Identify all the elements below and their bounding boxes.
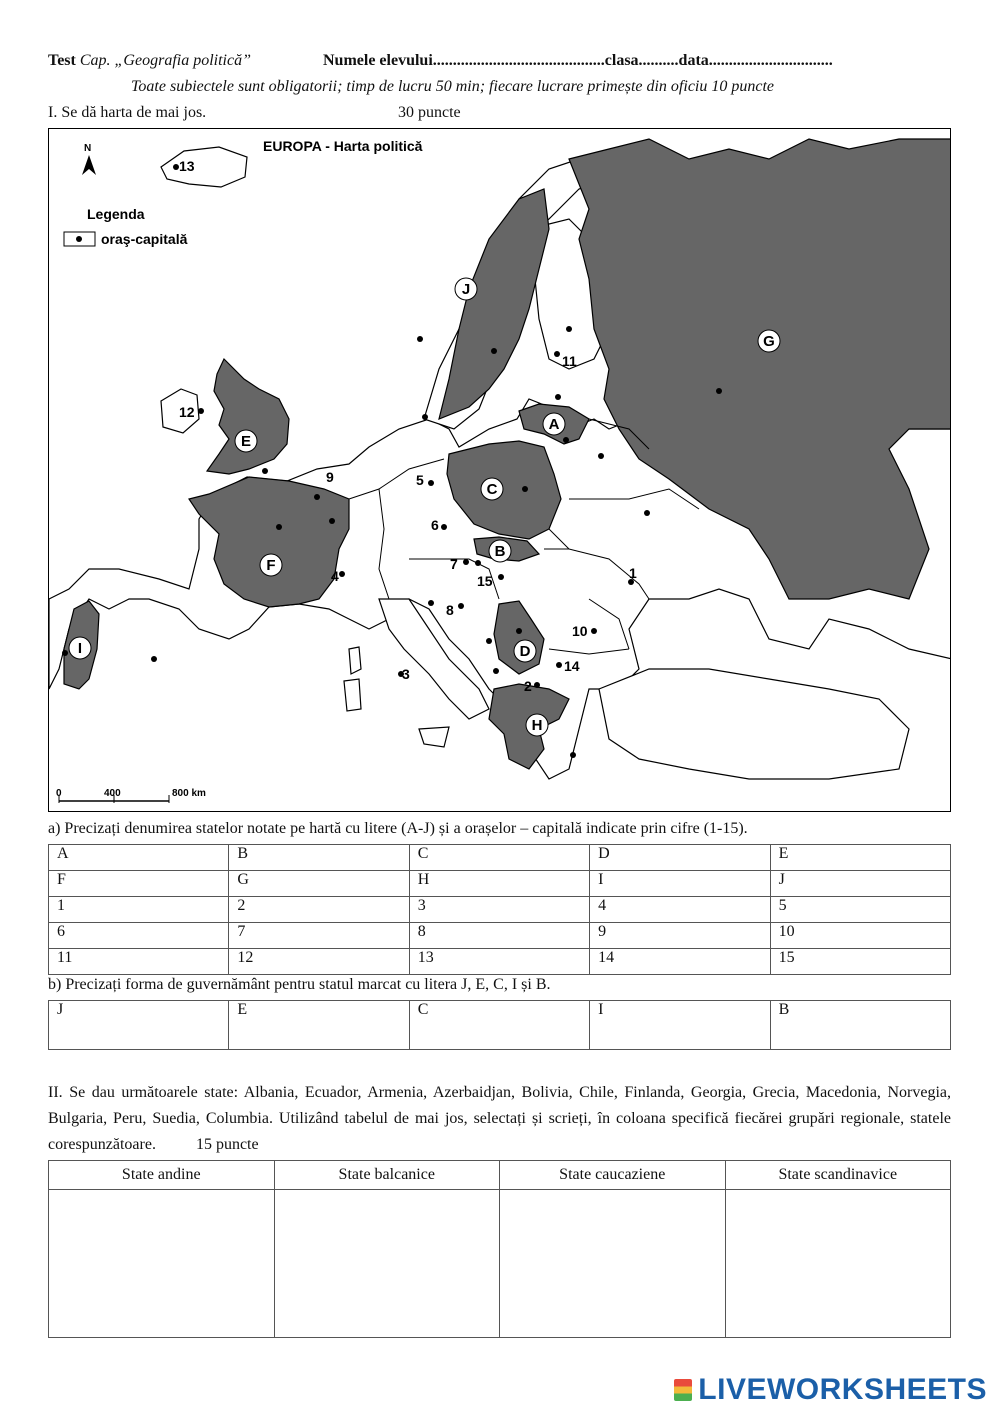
col-andine: State andine xyxy=(49,1161,275,1190)
student-fields: Numele elevului...........................................clasa..........data............................... xyxy=(323,52,833,69)
answer-cell[interactable]: D xyxy=(590,845,770,871)
north-arrow-icon xyxy=(82,143,96,175)
brand-icon xyxy=(674,1379,692,1401)
answer-cell[interactable]: G xyxy=(229,871,409,897)
sardinia-shape xyxy=(344,679,361,711)
regional-groups-table xyxy=(48,1160,951,1338)
answer-cell[interactable]: 7 xyxy=(229,923,409,949)
answer-andine[interactable] xyxy=(49,1190,275,1338)
num-2: 2 xyxy=(524,678,532,694)
answer-cell-j[interactable]: J xyxy=(49,1001,229,1050)
answer-cell-b[interactable]: B xyxy=(770,1001,950,1050)
num-6: 6 xyxy=(431,517,439,533)
answer-cell[interactable]: 5 xyxy=(770,897,950,923)
answer-cell[interactable]: I xyxy=(590,871,770,897)
legend-dot-icon xyxy=(76,236,82,242)
table-row xyxy=(49,897,951,923)
col-caucaziene: State caucaziene xyxy=(500,1161,726,1190)
test-label: Test xyxy=(48,52,76,69)
num-7: 7 xyxy=(450,556,458,572)
section1-points: 30 puncte xyxy=(398,104,461,121)
num-1: 1 xyxy=(629,565,637,581)
num-10: 10 xyxy=(572,623,588,639)
answer-balcanice[interactable] xyxy=(274,1190,500,1338)
answer-cell[interactable]: 6 xyxy=(49,923,229,949)
num-5: 5 xyxy=(416,472,424,488)
brand-text: LIVEWORKSHEETS xyxy=(698,1373,987,1406)
answer-caucaziene[interactable] xyxy=(500,1190,726,1338)
label-f xyxy=(260,554,282,576)
svg-text:E: E xyxy=(240,433,252,450)
answer-cell[interactable]: J xyxy=(770,871,950,897)
num-12: 12 xyxy=(179,404,195,420)
answer-cell[interactable]: E xyxy=(770,845,950,871)
label-a xyxy=(543,413,565,435)
question-a: a) Precizați denumirea statelor notate pe hartă cu litere (A-J) și a orașelor – capitală indicate prin cifre (1-15). xyxy=(48,820,748,837)
num-14: 14 xyxy=(564,658,580,674)
section2-points: 15 puncte xyxy=(195,1136,259,1153)
section1-title: I. Se dă harta de mai jos. xyxy=(48,104,207,121)
liveworksheets-logo xyxy=(674,1373,987,1407)
svg-text:G: G xyxy=(763,333,775,350)
answer-cell[interactable]: B xyxy=(229,845,409,871)
col-scandinavice: State scandinavice xyxy=(725,1161,951,1190)
label-i xyxy=(69,637,91,659)
label-e xyxy=(235,430,257,452)
answer-cell-e[interactable]: E xyxy=(229,1001,409,1050)
answer-cell[interactable]: 11 xyxy=(49,949,229,975)
scale-bar xyxy=(56,788,206,803)
table-row xyxy=(49,871,951,897)
table-row xyxy=(49,845,951,871)
country-e-shape xyxy=(207,359,289,474)
answer-cell-c[interactable]: C xyxy=(409,1001,589,1050)
legend-item: oraş-capitală xyxy=(101,231,188,247)
answer-cell[interactable]: 15 xyxy=(770,949,950,975)
svg-text:N: N xyxy=(84,143,92,154)
svg-text:F: F xyxy=(266,557,276,574)
map-title: EUROPA - Harta politică xyxy=(263,138,423,154)
table-row xyxy=(49,1001,951,1050)
svg-text:H: H xyxy=(531,717,543,734)
svg-text:C: C xyxy=(486,481,498,498)
col-balcanice: State balcanice xyxy=(274,1161,500,1190)
test-header xyxy=(48,52,251,70)
country-j-shape xyxy=(439,189,549,419)
answer-cell[interactable]: 3 xyxy=(409,897,589,923)
answer-cell[interactable]: 10 xyxy=(770,923,950,949)
num-4: 4 xyxy=(331,568,339,584)
answer-cell[interactable]: 13 xyxy=(409,949,589,975)
answer-cell[interactable]: H xyxy=(409,871,589,897)
answer-cell[interactable]: 14 xyxy=(590,949,770,975)
answer-cell[interactable]: F xyxy=(49,871,229,897)
num-11: 11 xyxy=(562,353,577,369)
instructions: Toate subiectele sunt obligatorii; timp de lucru 50 min; fiecare lucrare primește din oficiu 10 puncte xyxy=(131,78,775,95)
label-d xyxy=(514,640,536,662)
svg-text:0: 0 xyxy=(56,788,62,799)
answer-cell[interactable]: 2 xyxy=(229,897,409,923)
question-b: b) Precizați forma de guvernământ pentru statul marcat cu litera J, E, C, I și B. xyxy=(48,976,551,993)
section2-text xyxy=(48,1080,951,1158)
svg-text:400: 400 xyxy=(104,788,121,799)
answer-cell[interactable]: C xyxy=(409,845,589,871)
num-8: 8 xyxy=(446,602,454,618)
answer-cell[interactable]: 9 xyxy=(590,923,770,949)
answer-cell[interactable]: A xyxy=(49,845,229,871)
num-13: 13 xyxy=(179,158,195,174)
section2-paragraph: II. Se dau următoarele state: Albania, Ecuador, Armenia, Azerbaidjan, Bolivia, Chile, Finlanda, Georgia, Grecia, Macedonia, Norvegia, Bulgaria, Peru, Suedia, Columbia. Utilizând tabelul de mai jos, selectați și scrieți, în coloana specifică fiecărei grupări regionale, statele corespunzătoare. xyxy=(48,1084,951,1153)
label-c xyxy=(481,478,503,500)
label-j xyxy=(455,278,477,300)
table-row xyxy=(49,923,951,949)
answer-cell[interactable]: 1 xyxy=(49,897,229,923)
chapter-title: Cap. „Geografia politică” xyxy=(79,52,251,69)
svg-text:800 km: 800 km xyxy=(172,788,206,799)
answer-cell[interactable]: 8 xyxy=(409,923,589,949)
answer-table-a xyxy=(48,844,951,975)
answer-cell[interactable]: 4 xyxy=(590,897,770,923)
turkey-shape xyxy=(599,669,909,779)
num-3: 3 xyxy=(402,666,410,682)
corsica-shape xyxy=(349,647,361,674)
label-g xyxy=(758,330,780,352)
svg-text:B: B xyxy=(494,543,506,560)
label-h xyxy=(526,714,548,736)
table-row xyxy=(49,949,951,975)
answer-table-b xyxy=(48,1000,951,1050)
num-15: 15 xyxy=(477,573,493,589)
label-b xyxy=(489,540,511,562)
num-9: 9 xyxy=(326,469,334,485)
answer-cell-i[interactable]: I xyxy=(590,1001,770,1050)
europe-map xyxy=(48,128,951,812)
svg-text:J: J xyxy=(461,281,471,298)
answer-scandinavice[interactable] xyxy=(725,1190,951,1338)
svg-text:A: A xyxy=(548,416,560,433)
answer-cell[interactable]: 12 xyxy=(229,949,409,975)
svg-text:D: D xyxy=(519,643,531,660)
sicily-shape xyxy=(419,727,449,747)
svg-text:I: I xyxy=(77,640,83,657)
legend-title: Legenda xyxy=(87,206,145,222)
